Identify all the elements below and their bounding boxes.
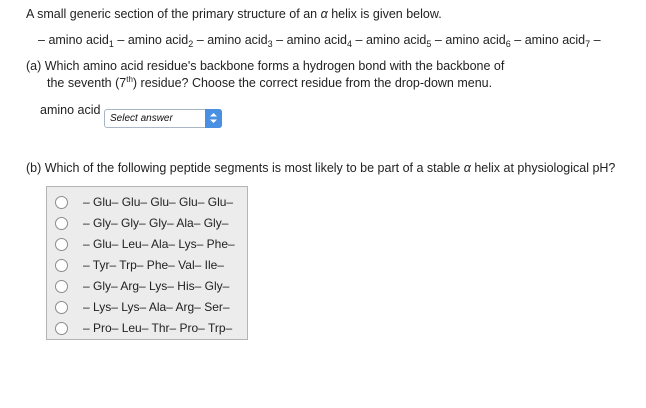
question-b-text: (b) Which of the following peptide segments is most likely to be part of a stable α helix at physiological pH? (26, 161, 616, 175)
peptide-option-label: – Tyr– Trp– Phe– Val– Ile– (83, 258, 224, 272)
chain-residue: amino acid$_7$ (524, 33, 591, 49)
alpha-symbol: α (320, 7, 328, 21)
alpha-symbol: α (463, 161, 471, 175)
radio-button[interactable] (55, 259, 68, 272)
question-a-line1: (a) Which amino acid residue's backbone forms a hydrogen bond with the backbone of (26, 59, 505, 73)
amino-acid-answer-label: amino acid (40, 103, 101, 117)
chain-residue: amino acid$_4$ (286, 33, 353, 49)
peptide-option-label: – Glu– Glu– Glu– Glu– Glu– (83, 195, 234, 209)
peptide-option[interactable] (47, 298, 247, 318)
peptide-option[interactable] (47, 235, 247, 255)
peptide-option[interactable] (47, 256, 247, 276)
chain-residue: amino acid$_1$ (48, 33, 114, 49)
radio-button[interactable] (55, 196, 68, 209)
radio-button[interactable] (55, 217, 68, 230)
question-a-line2: the seventh (7th) residue? Choose the correct residue from the drop-down menu. (47, 75, 493, 90)
chain-residue: amino acid$_6$ (445, 33, 511, 49)
radio-button[interactable] (55, 322, 68, 335)
peptide-option-label: – Glu– Leu– Ala– Lys– Phe– (83, 237, 235, 251)
radio-button[interactable] (55, 301, 68, 314)
select-placeholder: Select answer (110, 113, 173, 124)
peptide-option[interactable] (47, 277, 247, 297)
updown-arrows-icon[interactable] (205, 109, 222, 128)
chain-residue: amino acid$_2$ (127, 33, 194, 49)
intro-text: A small generic section of the primary structure of an α helix is given below. (26, 7, 442, 21)
peptide-option-label: – Pro– Leu– Thr– Pro– Trp– (83, 321, 233, 335)
radio-button[interactable] (55, 280, 68, 293)
peptide-option[interactable] (47, 214, 247, 234)
peptide-option-label: – Lys– Lys– Ala– Arg– Ser– (83, 300, 230, 314)
peptide-option-label: – Gly– Gly– Gly– Ala– Gly– (83, 216, 229, 230)
peptide-option-label: – Gly– Arg– Lys– His– Gly– (83, 279, 230, 293)
peptide-option[interactable] (47, 319, 247, 339)
peptide-options-box (46, 186, 248, 340)
peptide-option[interactable] (47, 193, 247, 213)
chain-residue: amino acid$_3$ (207, 33, 273, 49)
residue-select-dropdown[interactable] (104, 109, 222, 128)
chain-residue: amino acid$_5$ (365, 33, 432, 49)
amino-acid-chain: – amino acid$_1$ – amino acid$_2$ – amino acid$_3$ – amino acid$_4$ – amino acid$_5$ – amino acid$_6$ – amino acid$_7$ – (38, 33, 601, 49)
radio-button[interactable] (55, 238, 68, 251)
